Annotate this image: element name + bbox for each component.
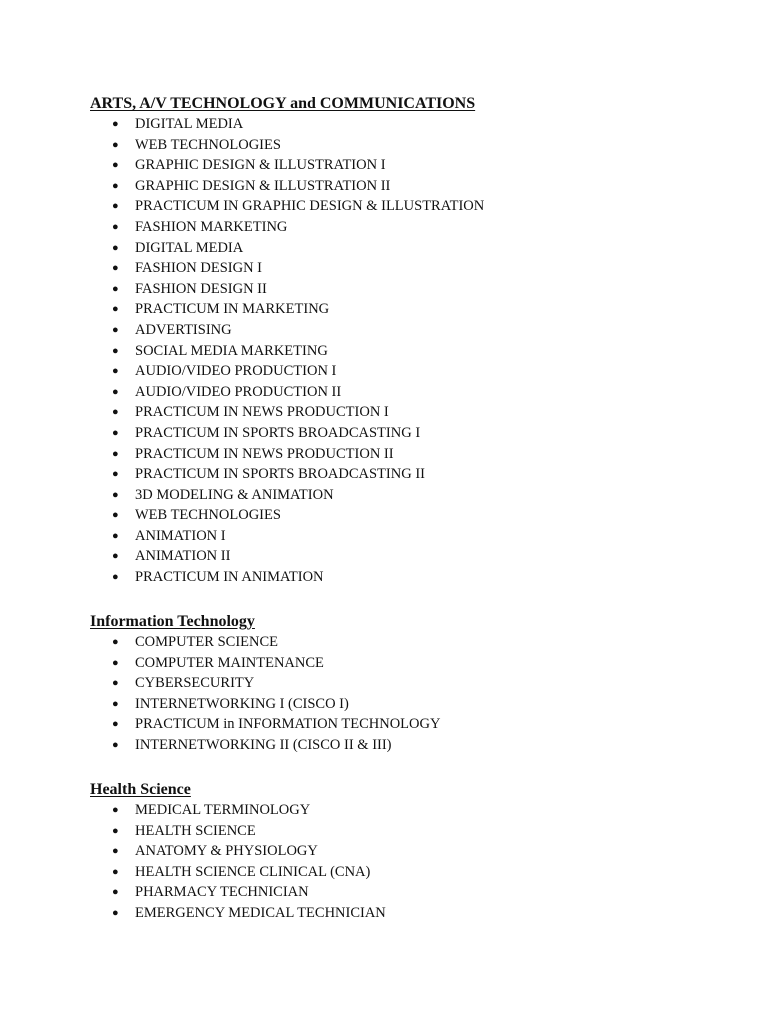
list-item [90,361,730,382]
list-item [90,258,730,279]
list-item [90,694,730,715]
bullet-icon: ● [112,262,119,275]
list-item [90,114,730,135]
course-name: COMPUTER SCIENCE [135,634,279,650]
bullet-icon: ● [112,509,119,522]
course-name: PRACTICUM IN GRAPHIC DESIGN & ILLUSTRATION [135,198,485,215]
bullet-icon: ● [112,906,119,919]
bullet-icon: ● [112,677,119,690]
bullet-icon: ● [112,529,119,542]
course-name: PRACTICUM IN SPORTS BROADCASTING II [135,466,425,483]
list-item [90,821,730,842]
list-item [90,279,730,300]
course-name: HEALTH SCIENCE CLINICAL (CNA) [135,863,371,880]
course-list [90,114,730,588]
course-name: PRACTICUM IN MARKETING [135,301,330,318]
bullet-icon: ● [112,385,119,398]
section-heading: ARTS, A/V TECHNOLOGY and COMMUNICATIONS [90,95,476,112]
course-name: PRACTICUM IN NEWS PRODUCTION II [135,445,394,462]
list-item [90,135,730,156]
bullet-icon: ● [112,865,119,878]
course-name: PRACTICUM IN SPORTS BROADCASTING I [135,424,421,441]
bullet-icon: ● [112,447,119,460]
list-item [90,735,730,756]
course-name: DIGITAL MEDIA [135,116,244,132]
bullet-icon: ● [112,282,119,295]
list-item [90,217,730,238]
bullet-icon: ● [112,344,119,357]
bullet-icon: ● [112,738,119,751]
list-item [90,714,730,735]
course-name: WEB TECHNOLOGIES [135,507,281,524]
bullet-icon: ● [112,697,119,710]
section-arts-av-technology [90,94,730,588]
list-item [90,903,730,924]
course-name: DIGITAL MEDIA [135,239,244,256]
section-heading: Health Science [90,781,191,798]
course-name: ADVERTISING [135,321,232,338]
list-item [90,505,730,526]
bullet-icon: ● [112,159,119,172]
bullet-icon: ● [112,886,119,899]
bullet-icon: ● [112,488,119,501]
course-name: EMERGENCY MEDICAL TECHNICIAN [135,904,386,921]
course-name: ANIMATION II [135,548,231,565]
course-name: FASHION DESIGN II [135,280,267,297]
course-name: SOCIAL MEDIA MARKETING [135,342,328,359]
course-name: ANIMATION I [135,527,226,544]
bullet-icon: ● [112,636,119,648]
bullet-icon: ● [112,138,119,151]
list-item [90,485,730,506]
course-name: PHARMACY TECHNICIAN [135,884,309,901]
bullet-icon: ● [112,118,119,130]
list-item [90,423,730,444]
bullet-icon: ● [112,303,119,316]
list-item [90,238,730,259]
course-name: WEB TECHNOLOGIES [135,136,281,153]
course-name: GRAPHIC DESIGN & ILLUSTRATION I [135,157,386,174]
list-item [90,155,730,176]
list-item [90,320,730,341]
section-health-science [90,780,730,924]
course-name: MEDICAL TERMINOLOGY [135,802,311,818]
list-item [90,673,730,694]
bullet-icon: ● [112,550,119,563]
bullet-icon: ● [112,426,119,439]
course-name: FASHION MARKETING [135,218,288,235]
list-item [90,567,730,588]
bullet-icon: ● [112,200,119,213]
list-item [90,341,730,362]
list-item [90,526,730,547]
course-name: FASHION DESIGN I [135,260,263,277]
list-item [90,299,730,320]
bullet-icon: ● [112,804,119,816]
bullet-icon: ● [112,365,119,378]
bullet-icon: ● [112,323,119,336]
list-item [90,800,730,821]
list-item [90,546,730,567]
bullet-icon: ● [112,571,119,584]
bullet-icon: ● [112,656,119,669]
list-item [90,402,730,423]
list-item [90,176,730,197]
list-item [90,464,730,485]
course-name: PRACTICUM IN NEWS PRODUCTION I [135,404,389,421]
bullet-icon: ● [112,468,119,481]
bullet-icon: ● [112,220,119,233]
bullet-icon: ● [112,241,119,254]
bullet-icon: ● [112,718,119,731]
course-name: CYBERSECURITY [135,675,255,692]
list-item [90,882,730,903]
section-heading: Information Technology [90,613,255,630]
list-item [90,862,730,883]
section-information-technology [90,612,730,756]
bullet-icon: ● [112,179,119,192]
course-name: INTERNETWORKING I (CISCO I) [135,695,349,712]
course-name: COMPUTER MAINTENANCE [135,654,324,671]
list-item [90,632,730,653]
course-name: AUDIO/VIDEO PRODUCTION II [135,383,342,400]
course-name: HEALTH SCIENCE [135,822,256,839]
course-name: PRACTICUM in INFORMATION TECHNOLOGY [135,716,441,733]
bullet-icon: ● [112,845,119,858]
list-item [90,444,730,465]
course-name: 3D MODELING & ANIMATION [135,486,334,503]
list-item [90,653,730,674]
list-item [90,382,730,403]
bullet-icon: ● [112,406,119,419]
course-name: INTERNETWORKING II (CISCO II & III) [135,736,392,753]
course-name: ANATOMY & PHYSIOLOGY [135,843,318,860]
course-name: PRACTICUM IN ANIMATION [135,569,324,586]
course-list [90,632,730,756]
course-name: AUDIO/VIDEO PRODUCTION I [135,363,337,380]
list-item [90,196,730,217]
list-item [90,841,730,862]
course-name: GRAPHIC DESIGN & ILLUSTRATION II [135,177,391,194]
bullet-icon: ● [112,824,119,837]
course-list [90,800,730,924]
